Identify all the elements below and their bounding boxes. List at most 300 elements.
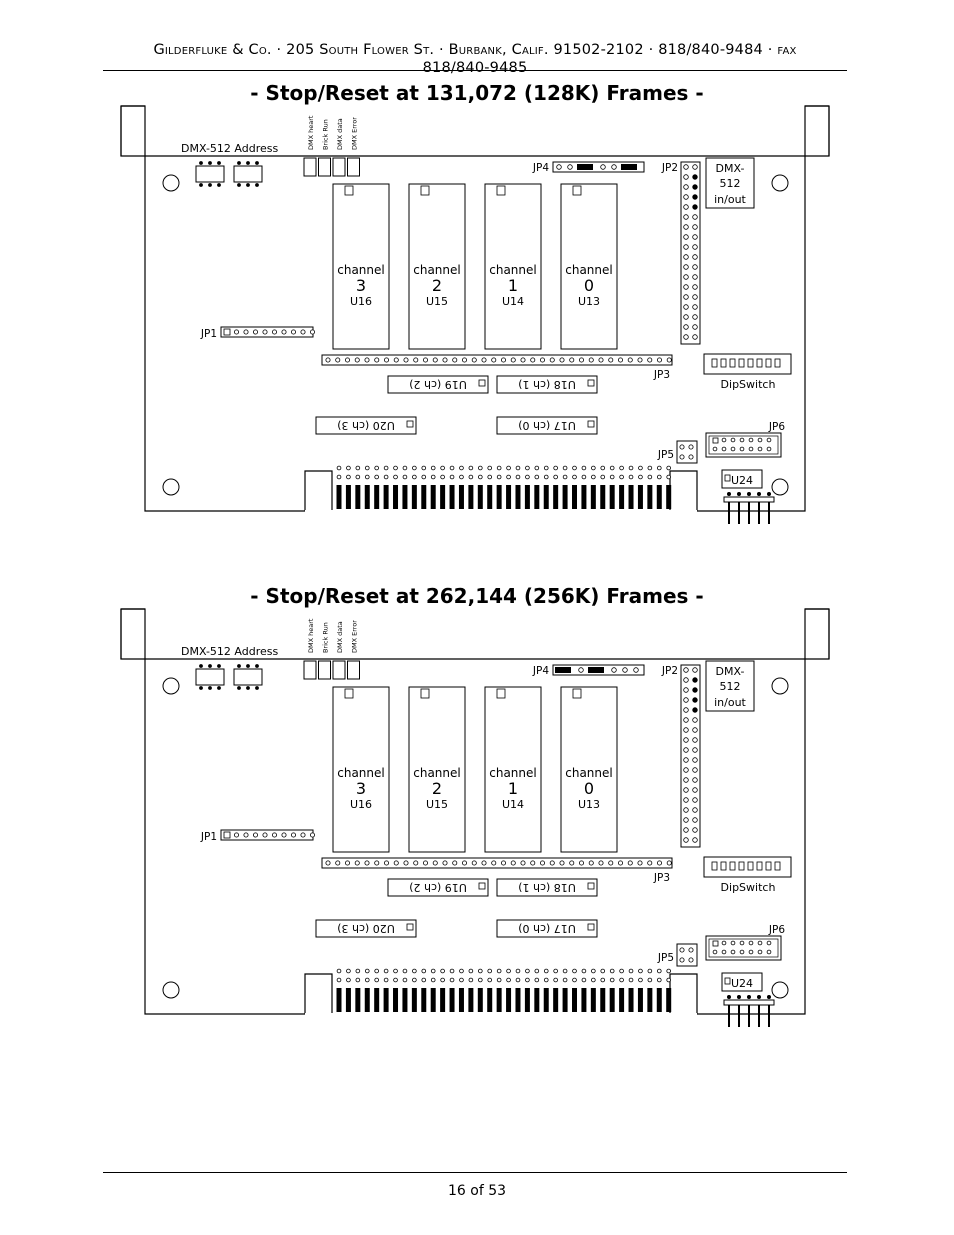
dip-lever bbox=[757, 862, 762, 870]
jp6-label: JP6 bbox=[768, 421, 785, 433]
pin bbox=[404, 861, 408, 865]
mounting-hole bbox=[772, 479, 788, 495]
edge-finger bbox=[355, 485, 360, 509]
pin bbox=[218, 162, 221, 165]
pin bbox=[684, 305, 689, 310]
footer-rule bbox=[103, 1172, 847, 1173]
pin bbox=[478, 969, 482, 973]
pin bbox=[414, 861, 418, 865]
pin bbox=[516, 978, 520, 982]
pin bbox=[684, 778, 689, 783]
pin bbox=[610, 978, 614, 982]
chip-label: U18 (ch 1) bbox=[518, 881, 576, 894]
pin bbox=[737, 492, 740, 495]
chip-label: U20 (ch 3) bbox=[337, 419, 395, 432]
pin bbox=[291, 330, 295, 334]
pin bbox=[648, 969, 652, 973]
pin bbox=[301, 833, 305, 837]
jp5-header bbox=[677, 441, 697, 463]
address-switch bbox=[196, 669, 224, 685]
diagram-title-256k: - Stop/Reset at 262,144 (256K) Frames - bbox=[250, 584, 704, 608]
pin bbox=[394, 466, 398, 470]
pin bbox=[431, 475, 435, 479]
pin bbox=[384, 466, 388, 470]
pin bbox=[684, 708, 689, 713]
pin bbox=[579, 668, 584, 673]
jp2-label: JP2 bbox=[661, 665, 678, 677]
pin bbox=[610, 969, 614, 973]
pin bbox=[740, 438, 744, 442]
pin bbox=[336, 358, 340, 362]
pin bbox=[684, 205, 689, 210]
pin bbox=[433, 358, 437, 362]
edge-finger bbox=[515, 485, 520, 509]
led-label: DMX heart bbox=[307, 115, 315, 150]
pin bbox=[722, 438, 726, 442]
edge-finger bbox=[563, 988, 568, 1012]
pin bbox=[337, 978, 341, 982]
mounting-hole bbox=[772, 175, 788, 191]
edge-finger bbox=[450, 988, 455, 1012]
pin bbox=[693, 205, 698, 210]
pin bbox=[684, 215, 689, 220]
led-label: DMX data bbox=[336, 118, 344, 150]
pin-1-marker bbox=[588, 924, 594, 930]
pin bbox=[758, 950, 762, 954]
pin bbox=[347, 969, 351, 973]
pin-1-marker bbox=[407, 924, 413, 930]
pin bbox=[310, 833, 314, 837]
pin bbox=[272, 330, 276, 334]
edge-finger bbox=[544, 485, 549, 509]
pin bbox=[693, 768, 698, 773]
jp1-label: JP1 bbox=[200, 831, 217, 843]
pin bbox=[526, 978, 530, 982]
pin bbox=[356, 475, 360, 479]
pin bbox=[579, 358, 583, 362]
pin-1-marker bbox=[588, 380, 594, 386]
dip-lever bbox=[748, 862, 753, 870]
pin bbox=[610, 475, 614, 479]
pin bbox=[469, 475, 473, 479]
pin bbox=[460, 969, 464, 973]
pin bbox=[628, 358, 632, 362]
pin bbox=[693, 165, 698, 170]
chip-id: U15 bbox=[425, 295, 449, 308]
pin bbox=[667, 466, 671, 470]
pin bbox=[684, 768, 689, 773]
pin bbox=[684, 315, 689, 320]
pin bbox=[693, 305, 698, 310]
channel-label: channel bbox=[565, 766, 613, 780]
led bbox=[319, 661, 331, 679]
pin bbox=[554, 475, 558, 479]
pin bbox=[375, 466, 379, 470]
led bbox=[304, 661, 316, 679]
chip-id: U16 bbox=[349, 295, 373, 308]
pin bbox=[573, 475, 577, 479]
edge-finger bbox=[553, 485, 558, 509]
pin bbox=[684, 788, 689, 793]
pin bbox=[453, 358, 457, 362]
chip-id: U14 bbox=[501, 295, 525, 308]
pin bbox=[731, 941, 735, 945]
pin bbox=[684, 265, 689, 270]
pin bbox=[657, 861, 661, 865]
pin bbox=[684, 285, 689, 290]
pin bbox=[209, 687, 212, 690]
pin bbox=[563, 969, 567, 973]
dip-lever bbox=[748, 359, 753, 367]
pin bbox=[431, 978, 435, 982]
pin bbox=[544, 466, 548, 470]
pin bbox=[693, 285, 698, 290]
pin bbox=[256, 687, 259, 690]
pin bbox=[629, 475, 633, 479]
jp5-label: JP5 bbox=[657, 952, 674, 964]
dmx-io-label: in/out bbox=[714, 193, 746, 206]
pin-1-marker bbox=[407, 421, 413, 427]
pin bbox=[238, 687, 241, 690]
pin bbox=[767, 492, 770, 495]
pin bbox=[488, 969, 492, 973]
pin bbox=[684, 668, 689, 673]
pin bbox=[433, 861, 437, 865]
pin bbox=[693, 748, 698, 753]
pin bbox=[648, 978, 652, 982]
pin bbox=[684, 728, 689, 733]
edge-finger bbox=[365, 988, 370, 1012]
pin-square bbox=[713, 438, 718, 443]
address-switch bbox=[196, 166, 224, 182]
pin bbox=[693, 758, 698, 763]
pin bbox=[337, 466, 341, 470]
pin bbox=[554, 978, 558, 982]
channel-number: 3 bbox=[355, 276, 367, 295]
pin bbox=[375, 969, 379, 973]
pin bbox=[326, 861, 330, 865]
pin-1-marker bbox=[497, 689, 505, 698]
pin bbox=[253, 833, 257, 837]
pin bbox=[443, 358, 447, 362]
pin bbox=[618, 861, 622, 865]
pin bbox=[722, 950, 726, 954]
edge-finger bbox=[506, 988, 511, 1012]
edge-finger bbox=[506, 485, 511, 509]
pin bbox=[423, 861, 427, 865]
pin bbox=[684, 295, 689, 300]
pin bbox=[693, 668, 698, 673]
pin bbox=[749, 941, 753, 945]
pin bbox=[693, 738, 698, 743]
pin bbox=[462, 358, 466, 362]
edge-finger bbox=[384, 988, 389, 1012]
pin-1-marker bbox=[573, 186, 581, 195]
pin bbox=[693, 225, 698, 230]
pin bbox=[684, 818, 689, 823]
edge-finger bbox=[619, 485, 624, 509]
pin bbox=[693, 295, 698, 300]
dip-lever bbox=[775, 359, 780, 367]
pin bbox=[472, 861, 476, 865]
pin-1-marker bbox=[421, 689, 429, 698]
pin bbox=[356, 978, 360, 982]
pin bbox=[469, 466, 473, 470]
pin bbox=[582, 969, 586, 973]
pin bbox=[200, 687, 203, 690]
pin bbox=[657, 475, 661, 479]
pin bbox=[693, 728, 698, 733]
pin bbox=[689, 958, 693, 962]
pin bbox=[247, 665, 250, 668]
pin bbox=[507, 475, 511, 479]
pin bbox=[620, 466, 624, 470]
pin bbox=[693, 778, 698, 783]
pin bbox=[601, 165, 606, 170]
pin bbox=[263, 833, 267, 837]
pin bbox=[693, 678, 698, 683]
pin bbox=[693, 195, 698, 200]
pin bbox=[482, 358, 486, 362]
address-switch bbox=[234, 166, 262, 182]
pin bbox=[747, 492, 750, 495]
dipswitch-label: DipSwitch bbox=[720, 378, 776, 391]
pin bbox=[394, 978, 398, 982]
edge-finger bbox=[544, 988, 549, 1012]
pin bbox=[563, 475, 567, 479]
pin bbox=[693, 235, 698, 240]
edge-finger bbox=[591, 485, 596, 509]
chip-id: U15 bbox=[425, 798, 449, 811]
pin bbox=[693, 185, 698, 190]
pin bbox=[684, 798, 689, 803]
pin bbox=[589, 861, 593, 865]
edge-finger bbox=[412, 988, 417, 1012]
pin bbox=[507, 978, 511, 982]
pin bbox=[422, 978, 426, 982]
dip-lever bbox=[712, 359, 717, 367]
pin bbox=[684, 165, 689, 170]
jp4-label: JP4 bbox=[532, 162, 549, 174]
pin bbox=[394, 969, 398, 973]
pin-1-marker bbox=[421, 186, 429, 195]
pin bbox=[472, 358, 476, 362]
pin bbox=[403, 978, 407, 982]
pin bbox=[469, 969, 473, 973]
jp6-header bbox=[706, 433, 781, 457]
pin bbox=[731, 438, 735, 442]
edge-finger bbox=[610, 485, 615, 509]
dip-lever bbox=[730, 862, 735, 870]
pin bbox=[540, 861, 544, 865]
pin bbox=[462, 861, 466, 865]
edge-finger bbox=[600, 988, 605, 1012]
circuit-board-256k bbox=[0, 607, 954, 1027]
pin bbox=[384, 358, 388, 362]
pin bbox=[560, 358, 564, 362]
pin bbox=[422, 466, 426, 470]
pin bbox=[684, 225, 689, 230]
pin bbox=[200, 184, 203, 187]
pin bbox=[253, 330, 257, 334]
pin bbox=[511, 358, 515, 362]
pin bbox=[620, 978, 624, 982]
pin bbox=[336, 861, 340, 865]
edge-finger bbox=[431, 988, 436, 1012]
chip-label: U19 (ch 2) bbox=[409, 378, 467, 391]
pin bbox=[767, 941, 771, 945]
led bbox=[333, 158, 345, 176]
channel-label: channel bbox=[413, 263, 461, 277]
pin bbox=[282, 330, 286, 334]
pin bbox=[441, 466, 445, 470]
separator: · bbox=[276, 42, 282, 58]
pin bbox=[431, 969, 435, 973]
pin-1-marker bbox=[725, 475, 730, 481]
jp4-label: JP4 bbox=[532, 665, 549, 677]
pin bbox=[403, 475, 407, 479]
address-switch bbox=[234, 669, 262, 685]
pin bbox=[731, 447, 735, 451]
pin bbox=[610, 466, 614, 470]
chip-id: U13 bbox=[577, 295, 601, 308]
pin bbox=[684, 758, 689, 763]
led bbox=[319, 158, 331, 176]
separator: · bbox=[767, 42, 773, 58]
pin bbox=[365, 358, 369, 362]
pin bbox=[384, 969, 388, 973]
pin bbox=[521, 861, 525, 865]
pin bbox=[684, 808, 689, 813]
pin bbox=[693, 698, 698, 703]
pin bbox=[639, 466, 643, 470]
channel-number: 0 bbox=[583, 779, 595, 798]
pin bbox=[422, 475, 426, 479]
pin bbox=[639, 969, 643, 973]
pin bbox=[234, 330, 238, 334]
dip-lever bbox=[730, 359, 735, 367]
zip: 91502-2102 bbox=[553, 42, 644, 58]
edge-finger bbox=[374, 485, 379, 509]
pin bbox=[731, 950, 735, 954]
edge-finger bbox=[666, 485, 671, 509]
pin bbox=[648, 358, 652, 362]
pin bbox=[310, 330, 314, 334]
pin bbox=[365, 969, 369, 973]
pin bbox=[531, 358, 535, 362]
phone: 818/840-9484 bbox=[658, 42, 763, 58]
pin bbox=[414, 358, 418, 362]
pin-1-marker bbox=[345, 689, 353, 698]
pin bbox=[441, 969, 445, 973]
pin bbox=[693, 788, 698, 793]
dip-lever bbox=[766, 862, 771, 870]
pin bbox=[582, 475, 586, 479]
pin bbox=[375, 978, 379, 982]
edge-finger bbox=[374, 988, 379, 1012]
pin bbox=[684, 838, 689, 843]
pin bbox=[612, 668, 617, 673]
pin bbox=[727, 492, 730, 495]
dip-lever bbox=[739, 359, 744, 367]
pin bbox=[591, 969, 595, 973]
pin bbox=[599, 861, 603, 865]
pin bbox=[648, 466, 652, 470]
page-number: 16 of 53 bbox=[447, 1183, 507, 1199]
pin-square bbox=[224, 329, 230, 335]
pin bbox=[657, 978, 661, 982]
pin bbox=[423, 358, 427, 362]
channel-label: channel bbox=[337, 263, 385, 277]
u24-label: U24 bbox=[730, 977, 754, 990]
pin bbox=[347, 475, 351, 479]
pin bbox=[618, 358, 622, 362]
pin bbox=[582, 978, 586, 982]
edge-finger bbox=[591, 988, 596, 1012]
pin bbox=[638, 861, 642, 865]
pin bbox=[591, 466, 595, 470]
pin bbox=[727, 995, 730, 998]
jp3-label: JP3 bbox=[653, 369, 670, 381]
edge-finger bbox=[534, 485, 539, 509]
pin bbox=[244, 330, 248, 334]
pin bbox=[501, 358, 505, 362]
jp2-label: JP2 bbox=[661, 162, 678, 174]
pin bbox=[375, 861, 379, 865]
pin bbox=[648, 475, 652, 479]
edge-finger bbox=[525, 988, 530, 1012]
pin bbox=[526, 969, 530, 973]
mounting-hole bbox=[772, 678, 788, 694]
dmx-io-label: DMX- bbox=[715, 162, 745, 175]
edge-finger bbox=[515, 988, 520, 1012]
pin bbox=[747, 995, 750, 998]
pin bbox=[684, 255, 689, 260]
regulator-tab bbox=[724, 497, 774, 502]
edge-finger bbox=[431, 485, 436, 509]
dmx-io-label: DMX- bbox=[715, 665, 745, 678]
pin bbox=[620, 969, 624, 973]
pin bbox=[460, 466, 464, 470]
pin bbox=[347, 466, 351, 470]
edge-finger bbox=[572, 485, 577, 509]
pin bbox=[684, 175, 689, 180]
chip-id: U14 bbox=[501, 798, 525, 811]
edge-finger bbox=[478, 485, 483, 509]
pin bbox=[535, 466, 539, 470]
pin bbox=[460, 978, 464, 982]
pin bbox=[628, 861, 632, 865]
pin bbox=[758, 941, 762, 945]
dmx-address-label: DMX-512 Address bbox=[181, 645, 279, 658]
pin bbox=[623, 668, 628, 673]
separator: · bbox=[439, 42, 444, 58]
pin bbox=[507, 466, 511, 470]
dipswitch-label: DipSwitch bbox=[720, 881, 776, 894]
pin bbox=[492, 861, 496, 865]
pin bbox=[460, 475, 464, 479]
chip-label: U17 (ch 0) bbox=[518, 419, 576, 432]
pin bbox=[337, 969, 341, 973]
pin bbox=[684, 688, 689, 693]
pin bbox=[384, 978, 388, 982]
pin bbox=[488, 978, 492, 982]
pin bbox=[579, 861, 583, 865]
pin bbox=[591, 978, 595, 982]
pin bbox=[589, 358, 593, 362]
pin bbox=[256, 162, 259, 165]
channel-number: 3 bbox=[355, 779, 367, 798]
